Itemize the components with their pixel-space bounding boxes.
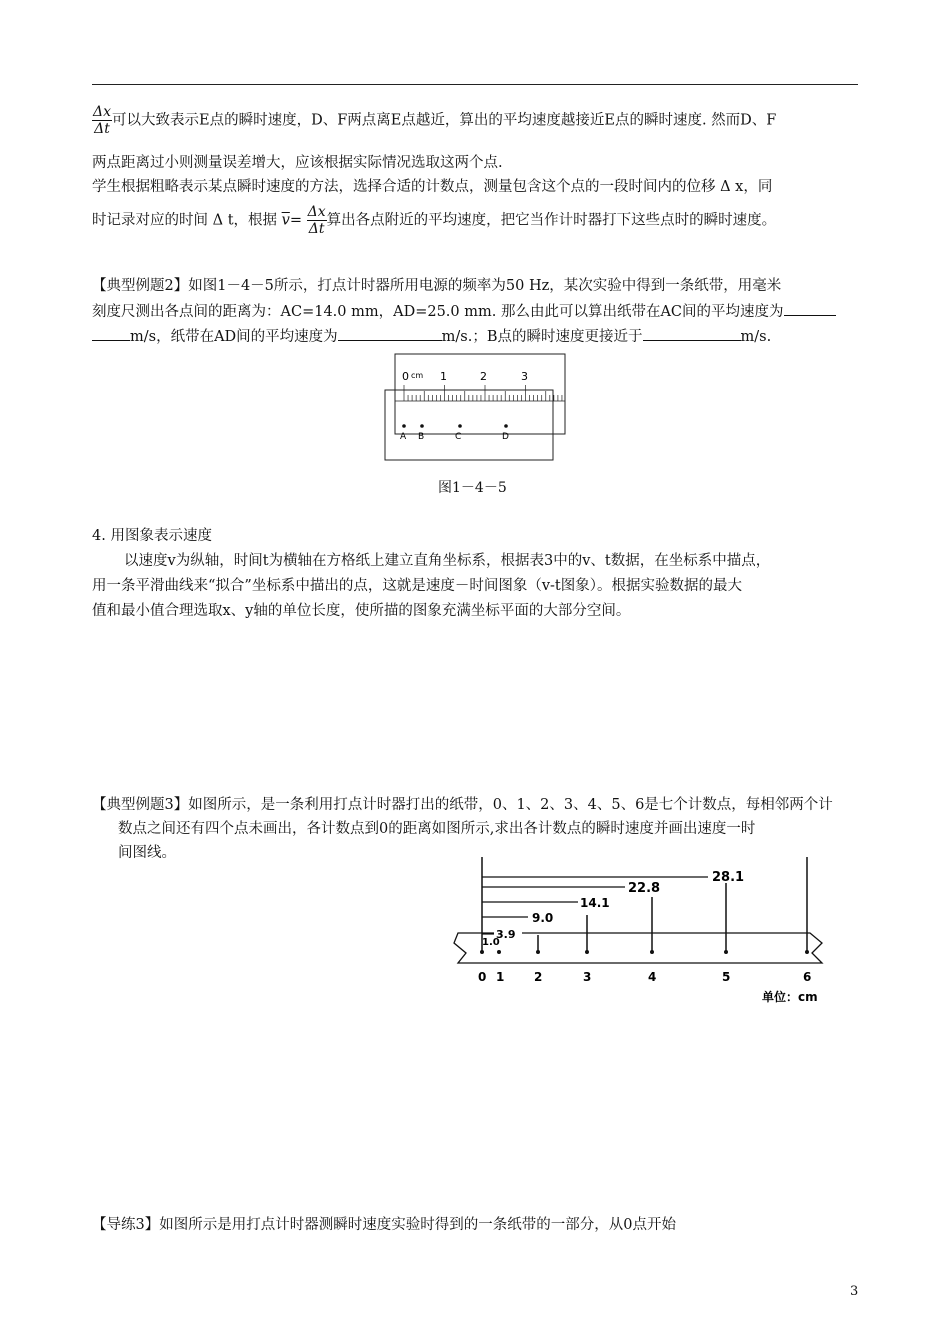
answer-blank-1a[interactable] <box>784 301 836 316</box>
ruler-label-0: 0 <box>402 370 409 383</box>
count-label-1: 1 <box>496 970 505 984</box>
ruler-label-cm: cm <box>411 371 424 380</box>
point-label-a: A <box>400 432 407 442</box>
count-point-labels <box>478 970 811 984</box>
tape-dots <box>480 950 809 954</box>
intro-line-3: 学生根据粗略表示某点瞬时速度的方法，选择合适的计数点，测量包含这个点的一段时间内的位移 Δ x，同 <box>92 179 773 195</box>
answer-blank-3[interactable] <box>643 326 741 341</box>
example3-line-3: 间图线。 <box>118 845 176 861</box>
unit-label: 单位：cm <box>762 990 818 1004</box>
page-number: 3 <box>850 1284 859 1299</box>
count-label-2: 2 <box>534 970 543 984</box>
count-label-5: 5 <box>722 970 731 984</box>
example3-line-1: 【典型例题3】如图所示，是一条利用打点计时器打出的纸带，0、1、2、3、4、5、6是七个计数点，每相邻两个计 <box>92 797 833 813</box>
example2-line-2: 刻度尺测出各点间的距离为：AC=14.0 mm，AD=25.0 mm. 那么由此可以算出纸带在AC间的平均速度为 <box>92 301 836 322</box>
example2-line-1: 【典型例题2】如图1－4－5所示，打点计时器所用电源的频率为50 Hz，某次实验中得到一条纸带，用毫米 <box>92 278 782 294</box>
delta-fraction-2: $\frac{\Delta x}{\Delta t}$ <box>307 204 326 237</box>
ruler-label-3: 3 <box>521 370 528 383</box>
tape-point-b <box>420 424 424 428</box>
delta-fraction: $\frac{\Delta x}{\Delta t}$ <box>93 104 112 137</box>
distance-label-1: 1.0 <box>482 937 500 948</box>
point-label-b: B <box>418 432 425 442</box>
distance-label-3: 3.9 <box>496 928 516 941</box>
distance-label-22: 22.8 <box>628 881 661 896</box>
example3-line-2: 数点之间还有四个点未画出，各计数点到0的距离如图所示,求出各计数点的瞬时速度并画出速度一时 <box>118 821 756 837</box>
section4-para-line-2: 用一条平滑曲线来“拟合”坐标系中描出的点，这就是速度－时间图象（v-t图象）。根据实验数据的最大 <box>92 578 742 594</box>
intro-line-2: 两点距离过小则测量误差增大，应该根据实际情况选取这两个点. <box>92 155 503 171</box>
point-label-d: D <box>502 432 509 442</box>
v-bar: $\overline{v}$ <box>281 212 290 229</box>
count-label-3: 3 <box>583 970 592 984</box>
answer-blank-1b[interactable] <box>92 326 130 341</box>
ruler-label-2: 2 <box>480 370 487 383</box>
section4-para-line-1: 以速度v为纵轴，时间t为横轴在方格纸上建立直角坐标系，根据表3中的v、t数据，在坐标系中描点， <box>124 553 771 569</box>
section4-para-line-3: 值和最小值合理选取x、y轴的单位长度，使所描的图象充满坐标平面的大部分空间。 <box>92 603 631 619</box>
distance-label-14: 14.1 <box>580 896 610 910</box>
ruler-outline <box>395 354 565 434</box>
section4-heading: 4. 用图象表示速度 <box>92 528 212 544</box>
intro-line-4: 时记录对应的时间 Δ t，根据 $\overline{v}=$ $\frac{\Delta x}{\Delta t}$ 算出各点附近的平均速度，把它当作计时器打下这些点时的瞬时速度。 <box>92 204 777 237</box>
figure-caption: 图1－4－5 <box>438 480 507 496</box>
intro-line-1: $\frac{\Delta x}{\Delta t}$ 可以大致表示E点的瞬时速度，D、F两点离E点越近，算出的平均速度越接近E点的瞬时速度. 然而D、F <box>93 104 777 137</box>
distance-label-9: 9.0 <box>532 911 554 925</box>
count-label-6: 6 <box>803 970 812 984</box>
ruler-label-1: 1 <box>440 370 447 383</box>
distance-label-28: 28.1 <box>712 870 745 885</box>
tape-distance-figure <box>450 855 850 1005</box>
practice3-line-1: 【导练3】如图所示是用打点计时器测瞬时速度实验时得到的一条纸带的一部分，从0点开始 <box>92 1217 676 1233</box>
answer-blank-2[interactable] <box>338 326 442 341</box>
ruler-tape-figure <box>380 352 570 467</box>
count-label-0: 0 <box>478 970 487 984</box>
point-label-c: C <box>455 432 462 442</box>
tape-point-d <box>504 424 508 428</box>
tape-point-c <box>458 424 462 428</box>
tape-point-a <box>402 424 406 428</box>
ruler-ticks <box>404 385 562 401</box>
header-rule <box>92 84 858 85</box>
count-label-4: 4 <box>648 970 657 984</box>
example2-line-3: m/s，纸带在AD间的平均速度为 m/s.；B点的瞬时速度更接近于 m/s. <box>92 326 771 347</box>
